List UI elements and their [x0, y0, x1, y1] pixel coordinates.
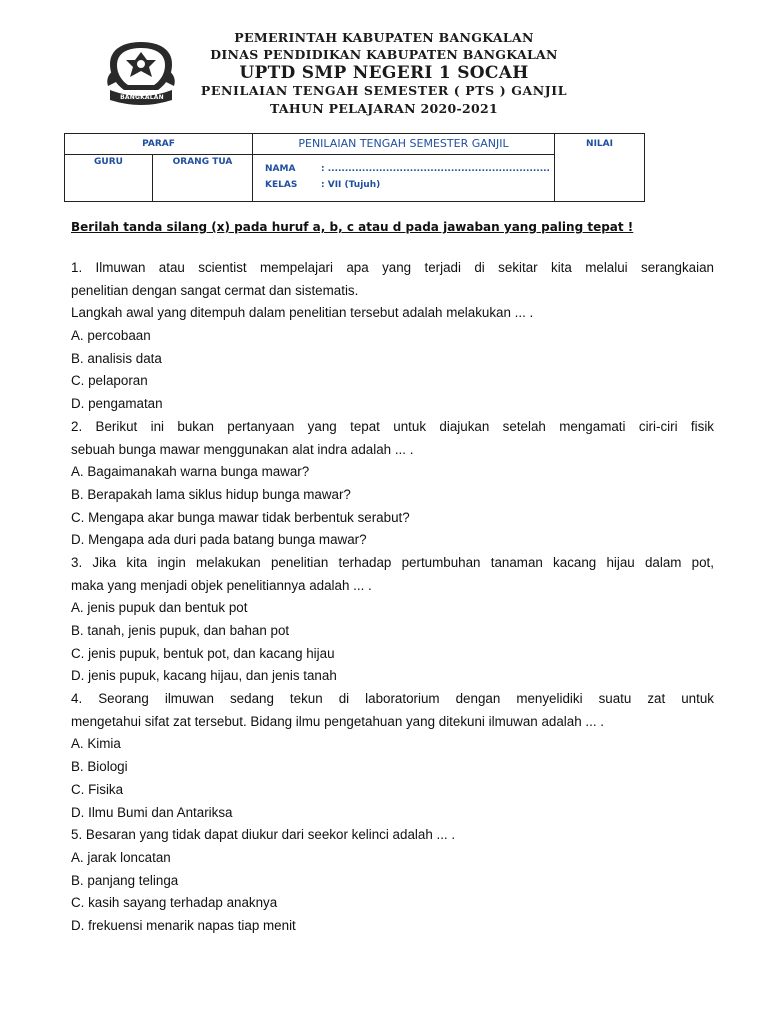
- logo-caption: BANGKALAN: [120, 94, 164, 101]
- kelas-row: [253, 177, 554, 193]
- nama-label: NAMA: [265, 164, 296, 174]
- question-5: [71, 824, 714, 937]
- option-a[interactable]: A. jarak loncatan: [71, 849, 171, 865]
- orang-tua-signature-cell[interactable]: [153, 155, 253, 202]
- header-government: PEMERINTAH KABUPATEN BANGKALAN: [234, 30, 534, 45]
- option-b[interactable]: B. analisis data: [71, 350, 162, 366]
- option-b[interactable]: B. tanah, jenis pupuk, dan bahan pot: [71, 623, 290, 638]
- kelas-value: : VII (Tujuh): [321, 180, 381, 190]
- question-text: maka yang menjadi objek penelitiannya adalah ... .: [71, 577, 372, 593]
- guru-signature-cell[interactable]: [65, 155, 153, 202]
- question-text: sebuah bunga mawar menggunakan alat indra adalah ... .: [71, 441, 414, 457]
- question-3: [71, 552, 714, 688]
- nama-row[interactable]: [253, 161, 554, 177]
- question-text: 5. Besaran yang tidak dapat diukur dari seekor kelinci adalah ... .: [71, 827, 456, 843]
- header-exam-name: PENILAIAN TENGAH SEMESTER ( PTS ) GANJIL: [200, 83, 568, 98]
- header-academic-year: TAHUN PELAJARAN 2020-2021: [270, 101, 498, 116]
- option-d[interactable]: D. pengamatan: [71, 396, 163, 412]
- option-c[interactable]: C. Mengapa akar bunga mawar tidak berbentuk serabut?: [71, 509, 410, 525]
- question-text: 2. Berikut ini bukan pertanyaan yang tepat untuk diajukan setelah mengamati ciri-ciri fisik: [71, 418, 714, 434]
- option-c[interactable]: C. kasih sayang terhadap anaknya: [71, 895, 278, 911]
- exam-title-cell: PENILAIAN TENGAH SEMESTER GANJIL: [253, 134, 555, 155]
- paraf-header: PARAF: [65, 134, 253, 155]
- option-b[interactable]: B. Biologi: [71, 759, 128, 775]
- option-b[interactable]: B. Berapakah lama siklus hidup bunga mawar?: [71, 486, 351, 502]
- question-text: 1. Ilmuwan atau scientist mempelajari apa yang terjadi di sekitar kita melalui serangkaian: [71, 260, 714, 275]
- student-info-table: [64, 133, 645, 202]
- nama-field[interactable]: : .................................................................: [321, 164, 550, 174]
- question-text: mengetahui sifat zat tersebut. Bidang ilmu pengetahuan yang ditekuni ilmuwan adalah ... .: [71, 713, 604, 729]
- option-c[interactable]: C. Fisika: [71, 781, 124, 797]
- question-4: [71, 688, 714, 824]
- question-text: penelitian dengan sangat cermat dan sistematis.: [71, 282, 359, 298]
- option-a[interactable]: A. Kimia: [71, 736, 121, 752]
- option-d[interactable]: D. Ilmu Bumi dan Antariksa: [71, 804, 233, 820]
- question-1: [71, 257, 714, 416]
- guru-label: GURU: [94, 157, 123, 167]
- question-text: Langkah awal yang ditempuh dalam penelitian tersebut adalah melakukan ... .: [71, 305, 534, 321]
- nilai-header: NILAI: [555, 134, 645, 202]
- orang-tua-label: ORANG TUA: [172, 157, 233, 167]
- header-school-name: UPTD SMP NEGERI 1 SOCAH: [239, 63, 529, 83]
- option-a[interactable]: A. percobaan: [71, 328, 151, 344]
- header-department: DINAS PENDIDIKAN KABUPATEN BANGKALAN: [210, 47, 558, 62]
- option-b[interactable]: B. panjang telinga: [71, 872, 179, 888]
- instruction: Berilah tanda silang (x) pada huruf a, b, c atau d pada jawaban yang paling tepat !: [71, 220, 634, 234]
- option-a[interactable]: A. Bagaimanakah warna bunga mawar?: [71, 464, 310, 480]
- option-d[interactable]: D. frekuensi menarik napas tiap menit: [71, 917, 296, 933]
- option-a[interactable]: A. jenis pupuk dan bentuk pot: [71, 600, 248, 616]
- option-d[interactable]: D. jenis pupuk, kacang hijau, dan jenis tanah: [71, 668, 337, 684]
- option-c[interactable]: C. jenis pupuk, bentuk pot, dan kacang hijau: [71, 645, 335, 661]
- question-text: 4. Seorang ilmuwan sedang tekun di laboratorium dengan menyelidiki suatu zat untuk: [71, 691, 714, 707]
- question-list: [71, 257, 714, 938]
- option-d[interactable]: D. Mengapa ada duri pada batang bunga mawar?: [71, 532, 367, 548]
- question-text: 3. Jika kita ingin melakukan penelitian terhadap pertumbuhan tanaman kacang hijau dalam pot,: [71, 554, 714, 570]
- kelas-label: KELAS: [265, 180, 298, 190]
- student-identity-cell: [253, 155, 555, 202]
- option-c[interactable]: C. pelaporan: [71, 373, 148, 389]
- question-2: [71, 416, 714, 552]
